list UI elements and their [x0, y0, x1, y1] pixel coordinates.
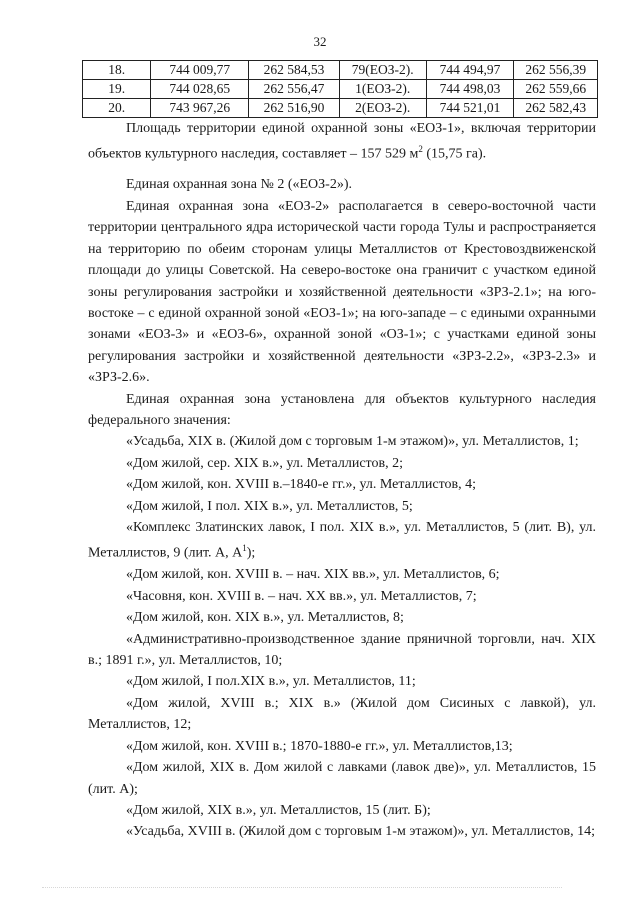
table-cell: 262 582,43 [514, 99, 598, 118]
heritage-object-item: «Дом жилой, XVIII в.; XIX в.» (Жилой дом Сисиных с лавкой), ул. Металлистов, 12; [88, 695, 596, 733]
heritage-object-item: «Дом жилой, кон. XVIII в.; 1870-1880-е гг.», ул. Металлистов,13; [126, 738, 513, 754]
table-cell: 744 028,65 [151, 80, 249, 99]
document-body [88, 118, 596, 843]
zone-title: Единая охранная зона № 2 («ЕОЗ-2»). [126, 177, 352, 193]
page-number: 32 [313, 34, 327, 49]
table-row [83, 61, 598, 80]
area-paragraph [88, 118, 596, 165]
heritage-object-item: «Дом жилой, XIX в.», ул. Металлистов, 15 (лит. Б); [126, 802, 431, 818]
table-cell: 262 556,47 [249, 80, 340, 99]
heritage-object-superscript: 1 [242, 543, 247, 554]
area-superscript: 2 [418, 144, 423, 155]
table-cell: 262 516,90 [249, 99, 340, 118]
table-cell: 79(ЕОЗ-2). [339, 61, 426, 80]
heritage-object-item: «Часовня, кон. XVIII в. – нач. XX вв.», ул. Металлистов, 7; [126, 588, 477, 604]
table-cell: 262 556,39 [514, 61, 598, 80]
heritage-object-item: «Дом жилой, кон. XIX в.», ул. Металлистов, 8; [126, 610, 404, 626]
heritage-object-item: «Дом жилой, I пол. XIX в.», ул. Металлистов, 5; [126, 498, 413, 514]
table-cell: 262 584,53 [249, 61, 340, 80]
heritage-object-item: «Дом жилой, сер. XIX в.», ул. Металлистов, 2; [126, 455, 403, 471]
table-cell: 19. [83, 80, 151, 99]
established-paragraph: Единая охранная зона установлена для объектов культурного наследия федерального значения: [88, 391, 596, 428]
area-text: Площадь территории единой охранной зоны «ЕОЗ-1», включая территории объектов культурного наследия, составляет – 157 529 м [88, 121, 596, 163]
heritage-object-item [88, 517, 596, 564]
table-cell: 1(ЕОЗ-2). [339, 80, 426, 99]
zone-description: Единая охранная зона «ЕОЗ-2» располагается в северо-восточной части территории центрального ядра исторической части города Тулы и распространяется на территорию по обеим сторонам улицы Металлистов от Крестовоздвиженской площади до улицы Советской. На северо-востоке она граничит с участком единой зоны регулирования застройки и хозяйственной деятельности «ЗРЗ-2.1»; на юго-востоке – с единой охранной зоной «ЕОЗ-1»; на юго-западе – с едиными охранными зонами «ЕОЗ-3» и «ЕОЗ-6», охранной зоной «ОЗ-1»; с участками единой зоны регулирования застройки и хозяйственной деятельности «ЗРЗ-2.2», «ЗРЗ-2.3» и «ЗРЗ-2.6». [88, 198, 596, 386]
table-cell: 744 494,97 [426, 61, 514, 80]
footer-line [42, 887, 562, 890]
heritage-object-item: «Дом жилой, кон. XVIII в.–1840-е гг.», ул. Металлистов, 4; [126, 477, 477, 493]
table-cell: 743 967,26 [151, 99, 249, 118]
area-tail: (15,75 га). [422, 147, 487, 163]
heritage-object-item: «Дом жилой, XIX в. Дом жилой с лавками (лавок две)», ул. Металлистов, 15 (лит. А); [88, 760, 596, 797]
table-cell: 744 521,01 [426, 99, 514, 118]
heritage-object-text: «Комплекс Златинских лавок, I пол. XIX в.», ул. Металлистов, 5 (лит. В), ул. Металлистов, 9 (лит. А, А [88, 519, 596, 562]
table-cell: 18. [83, 61, 151, 80]
table-row [83, 99, 598, 118]
table-cell: 744 498,03 [426, 80, 514, 99]
heritage-object-item: «Административно-производственное здание пряничной торговли, нач. XIX в.; 1891 г.», ул. Металлистов, 10; [88, 631, 596, 669]
heritage-object-item: «Дом жилой, I пол.XIX в.», ул. Металлистов, 11; [126, 674, 416, 690]
heritage-object-tail: ); [246, 546, 256, 562]
table-row [83, 80, 598, 99]
heritage-object-item: «Дом жилой, кон. XVIII в. – нач. XIX вв.», ул. Металлистов, 6; [126, 567, 500, 583]
heritage-objects-list [88, 431, 596, 842]
table-cell: 2(ЕОЗ-2). [339, 99, 426, 118]
heritage-object-item: «Усадьба, XIX в. (Жилой дом с торговым 1-м этажом)», ул. Металлистов, 1; [126, 434, 579, 450]
coordinates-table [82, 60, 598, 118]
heritage-object-item: «Усадьба, XVIII в. (Жилой дом с торговым 1-м этажом)», ул. Металлистов, 14; [126, 824, 595, 840]
table-cell: 262 559,66 [514, 80, 598, 99]
table-cell: 20. [83, 99, 151, 118]
table-cell: 744 009,77 [151, 61, 249, 80]
